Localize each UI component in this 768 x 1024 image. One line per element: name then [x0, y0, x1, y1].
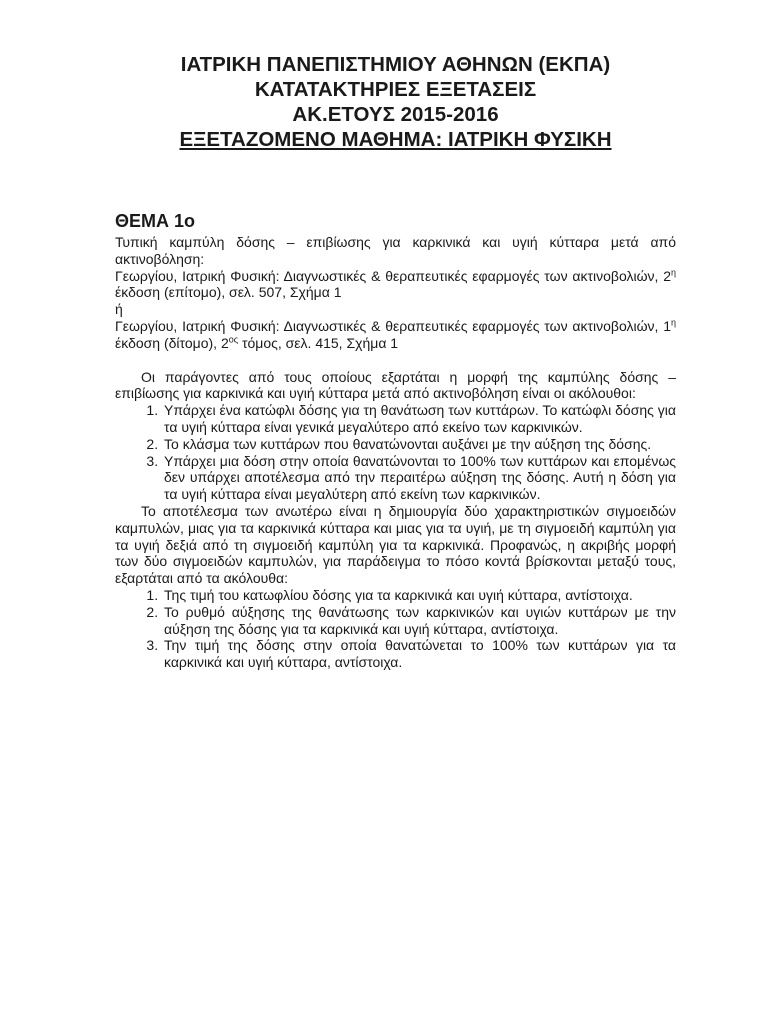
intro-text: Τυπική καμπύλη δόσης – επιβίωσης για καρκινικά και υγιή κύτταρα μετά από ακτινοβόληση:	[115, 234, 676, 267]
reference-2-middle: έκδοση (δίτομο), 2	[115, 334, 229, 351]
reference-2-end: τόμος, σελ. 415, Σχήμα 1	[238, 334, 399, 351]
list-item: 3. Την τιμή της δόσης στην οποία θανατώνεται το 100% των κυττάρων για τα καρκινικά και υγιή κύτταρα, αντίστοιχα.	[162, 637, 676, 671]
list-item: 2. Το κλάσμα των κυττάρων που θανατώνονται αυξάνει με την αύξηση της δόσης.	[162, 436, 676, 453]
exam-header	[115, 0, 676, 152]
list-item: 3. Υπάρχει μια δόση στην οποία θανατώνονται το 100% των κυττάρων και επομένως δεν υπάρχει αποτέλεσμα από την περαιτέρω αύξηση της δόσης. Αυτή η δόση για τα υγιή κύτταρα είναι μεγαλύτερη από εκείνη των καρκινικών.	[162, 453, 676, 503]
header-exam-type: ΚΑΤΑΤΑΚΤΗΡΙΕΣ ΕΞΕΤΑΣΕΙΣ	[254, 78, 537, 101]
header-university: ΙΑΤΡΙΚΗ ΠΑΝΕΠΙΣΤΗΜΙΟΥ ΑΘΗΝΩΝ (ΕΚΠΑ)	[180, 53, 611, 76]
factors-list	[115, 402, 676, 503]
reference-2-start: Γεωργίου, Ιατρική Φυσική: Διαγνωστικές & θεραπευτικές εφαρμογές των ακτινοβολιών, 1	[115, 317, 671, 334]
list-item: 1. Υπάρχει ένα κατώφλι δόσης για τη θανάτωση των κυττάρων. Το κατώφλι δόσης για τα υγιή κύτταρα είναι γενικά μεγαλύτερο από εκείνο των καρκινικών.	[162, 402, 676, 436]
subject-title: ΘΕΜΑ 1ο	[115, 211, 196, 231]
reference-2	[115, 318, 676, 352]
header-course: ΕΞΕΤΑΖΟΜΕΝΟ ΜΑΘΗΜΑ: ΙΑΤΡΙΚΗ ΦΥΣΙΚΗ	[179, 128, 612, 151]
reference-2-superscript-2: ος	[228, 334, 239, 345]
dependencies-list	[115, 587, 676, 671]
reference-1-end: έκδοση (επίτομο), σελ. 507, Σχήμα 1	[115, 284, 342, 301]
or-separator: ή	[115, 301, 123, 318]
result-paragraph: Το αποτέλεσμα των ανωτέρω είναι η δημιουργία δύο χαρακτηριστικών σιγμοειδών καμπυλών, μιας για τα καρκινικά κύτταρα και μιας για τα υγιή, με τη σιγμοειδή καμπύλη για τα υγιή δεξιά από τη σιγμοειδή καμπύλη για τα καρκινικά. Προφανώς, η ακριβής μορφή των δύο σιγμοειδών καμπυλών, για παράδειγμα το πόσο κοντά βρίσκονται μεταξύ τους, εξαρτάται από τα ακόλουθα:	[115, 502, 676, 587]
reference-1	[115, 268, 676, 302]
reference-2-superscript: η	[670, 317, 676, 328]
list-item: 1. Της τιμή του κατωφλίου δόσης για τα καρκινικά και υγιή κύτταρα, αντίστοιχα.	[162, 587, 676, 604]
factors-paragraph: Οι παράγοντες από τους οποίους εξαρτάται η μορφή της καμπύλης δόσης – επιβίωσης για καρκινικά και υγιή κύτταρα μετά από ακτινοβόληση είναι οι ακόλουθοι:	[115, 368, 676, 402]
reference-1-superscript: η	[670, 266, 676, 277]
list-item: 2. Το ρυθμό αύξησης της θανάτωσης των καρκινικών και υγιών κυττάρων με την αύξηση της δόσης για τα καρκινικά και υγιή κύτταρα, αντίστοιχα.	[162, 604, 676, 638]
header-academic-year: ΑΚ.ΕΤΟΥΣ 2015-2016	[292, 103, 499, 126]
reference-1-start: Γεωργίου, Ιατρική Φυσική: Διαγνωστικές & θεραπευτικές εφαρμογές των ακτινοβολιών, 2	[115, 267, 671, 284]
